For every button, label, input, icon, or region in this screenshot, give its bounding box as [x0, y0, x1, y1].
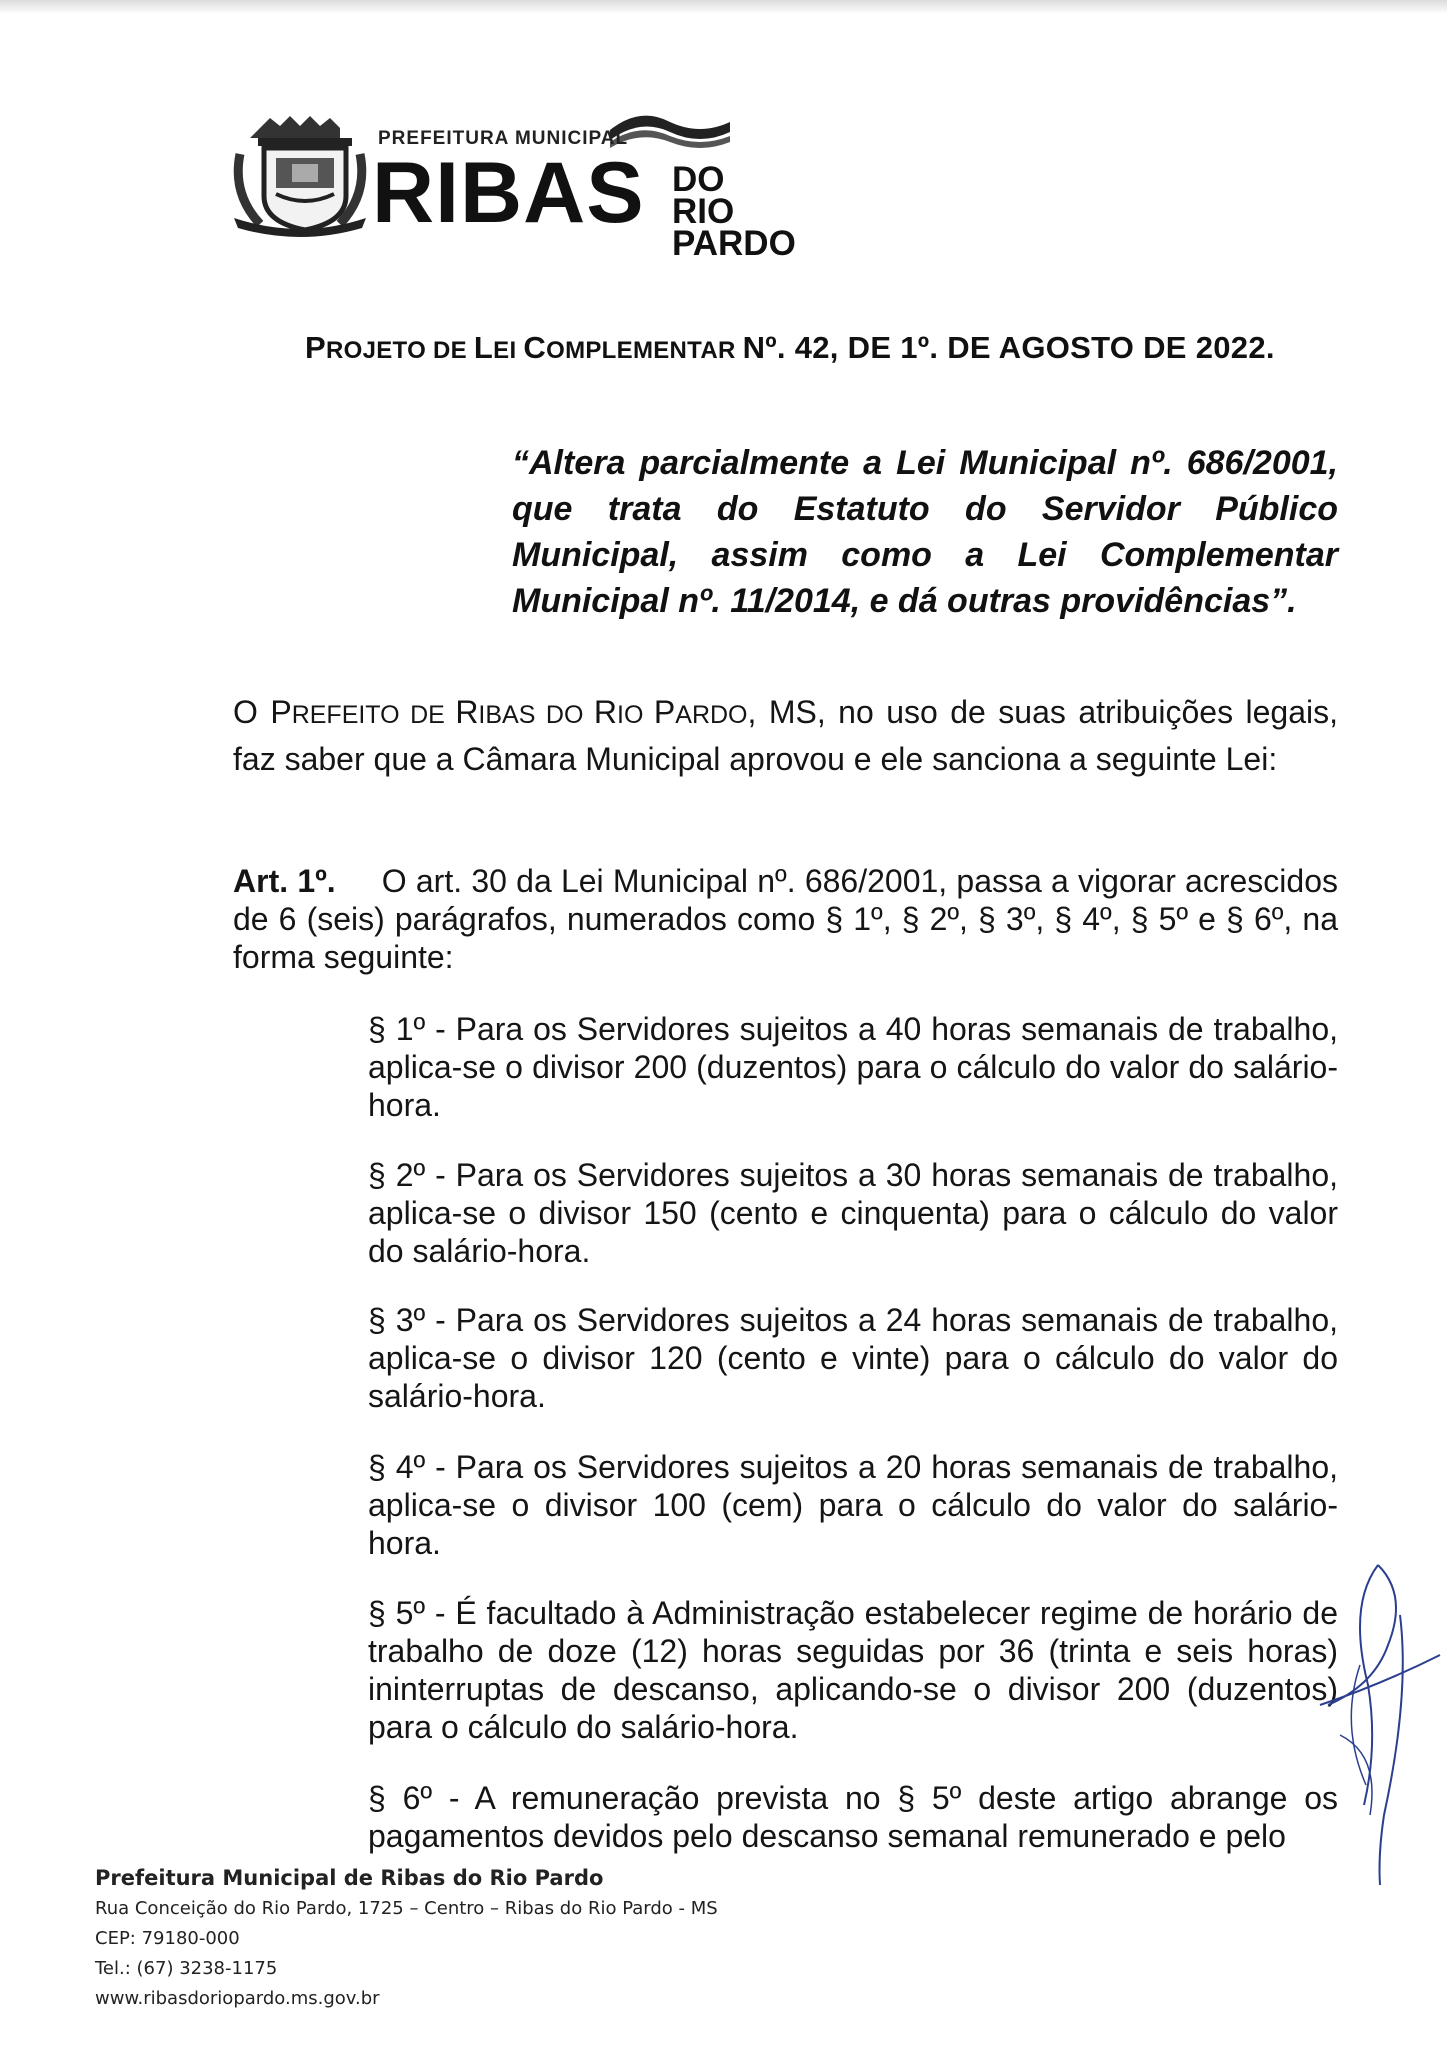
footer [95, 1862, 718, 2014]
ementa: “Altera parcialmente a Lei Municipal nº. 686/2001, que trata do Estatuto do Servidor Público Municipal, assim como a Lei Complementar Municipal nº. 11/2014, e dá outras providências”. [512, 444, 1338, 620]
logo-side-line-2: PARDO [672, 224, 796, 263]
paragraph-4: § 4º - Para os Servidores sujeitos a 20 horas semanais de trabalho, aplica-se o divisor 100 (cem) para o cálculo do valor do salário-hora. [368, 1449, 1338, 1561]
scan-edge [0, 0, 1447, 14]
logo-wordmark-side [672, 160, 796, 263]
municipal-logo [230, 108, 796, 263]
article-1 [233, 862, 1338, 976]
paragraph-1: § 1º - Para os Servidores sujeitos a 40 horas semanais de trabalho, aplica-se o divisor 200 (duzentos) para o cálculo do valor do salário-hora. [368, 1011, 1338, 1123]
paragraph-3: § 3º - Para os Servidores sujeitos a 24 horas semanais de trabalho, aplica-se o divisor 120 (cento e vinte) para o cálculo do valor do salário-hora. [368, 1302, 1338, 1414]
footer-name: Prefeitura Municipal de Ribas do Rio Pardo [95, 1866, 604, 1890]
logo-wordmark: RIBAS [372, 145, 645, 241]
coat-of-arms-icon [230, 114, 370, 238]
logo-subtitle: PREFEITURA MUNICIPAL [378, 128, 629, 149]
footer-phone: Tel.: (67) 3238-1175 [95, 1958, 278, 1979]
document-title: PROJETO DE LEI COMPLEMENTAR Nº. 42, DE 1º. DE AGOSTO DE 2022. [305, 330, 1275, 365]
paragraph-5: § 5º - É facultado à Administração estabelecer regime de horário de trabalho de doze (12) horas seguidas por 36 (trinta e seis horas) ininterruptas de descanso, aplicando-se o divisor 200 (duzentos) para o cálculo do salário-hora. [368, 1595, 1338, 1745]
enacting-clause: O PREFEITO DE RIBAS DO RIO PARDO, MS, no uso de suas atribuições legais, faz saber que a Câmara Municipal aprovou e ele sanciona a seguinte Lei: [233, 694, 1339, 777]
paragraph-6: § 6º - A remuneração prevista no § 5º deste artigo abrange os pagamentos devidos pelo descanso semanal remunerado e pelo [368, 1780, 1338, 1854]
footer-address: Rua Conceição do Rio Pardo, 1725 – Centro – Ribas do Rio Pardo - MS [95, 1898, 718, 1919]
footer-cep: CEP: 79180-000 [95, 1928, 240, 1949]
footer-website[interactable]: www.ribasdoriopardo.ms.gov.br [95, 1988, 380, 2009]
article-text: O art. 30 da Lei Municipal nº. 686/2001, passa a vigorar acrescidos de 6 (seis) parágrafos, numerados como § 1º, § 2º, § 3º, § 4º, § 5º e § 6º, na forma seguinte: [233, 863, 1339, 975]
logo-side-line-1: DO RIO [672, 160, 735, 231]
article-label: Art. 1º. [233, 863, 336, 899]
signature-initials [1300, 1555, 1447, 1895]
paragraph-2: § 2º - Para os Servidores sujeitos a 30 horas semanais de trabalho, aplica-se o divisor 150 (cento e cinquenta) para o cálculo do valor do salário-hora. [368, 1157, 1338, 1269]
